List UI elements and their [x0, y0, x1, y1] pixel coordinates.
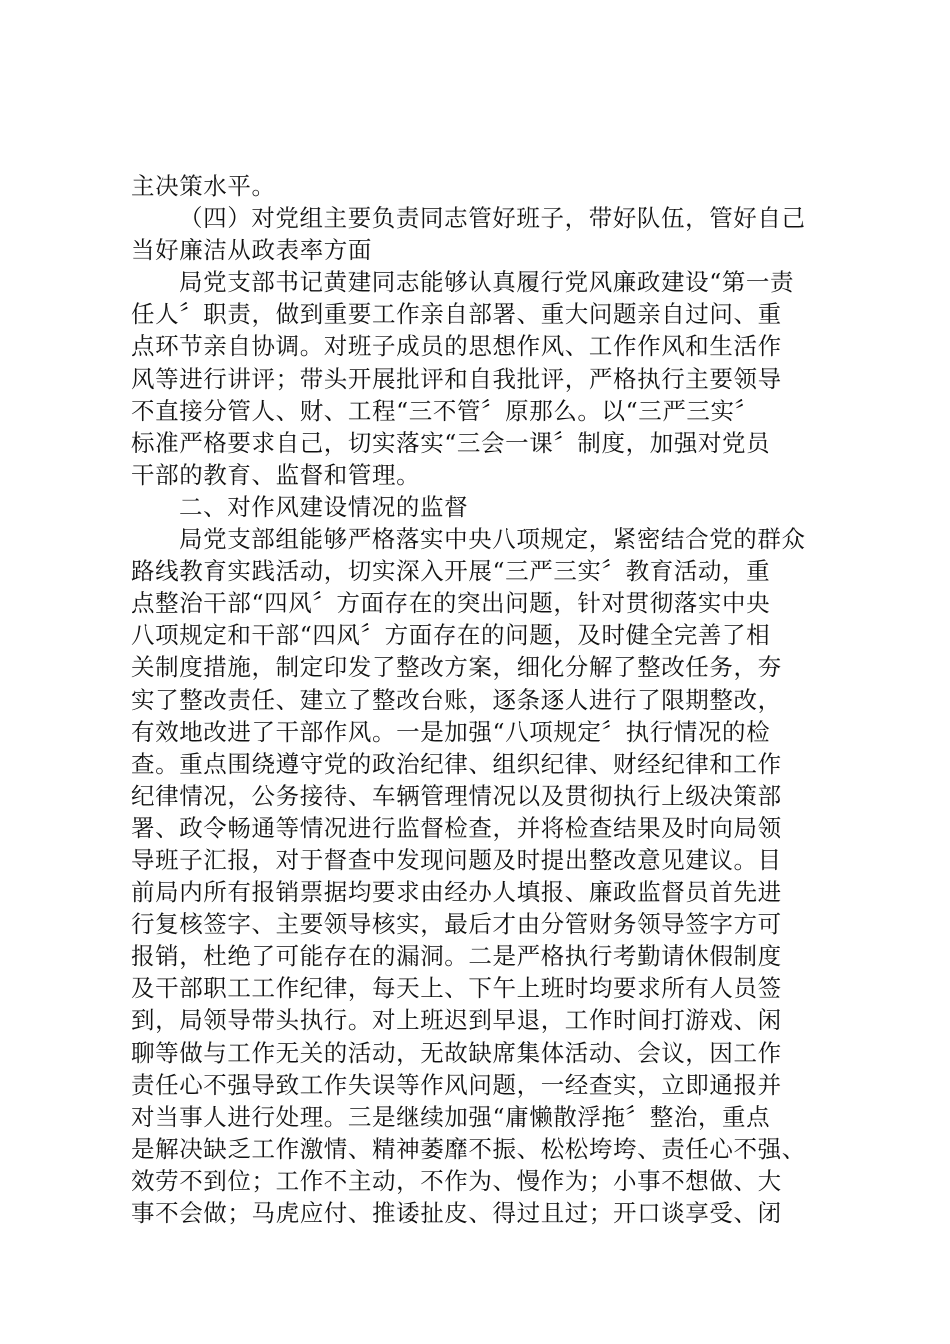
text-line: 主决策水平。: [131, 172, 276, 200]
text-line: 干部的教育、监督和管理。: [131, 460, 421, 489]
text-line: 署、政令畅通等情况进行监督检查，并将检查结果及时向局领: [131, 813, 782, 842]
text-line: 局党支部组能够严格落实中央八项规定，紧密结合党的群众: [179, 525, 806, 554]
text-line: 当好廉洁从政表率方面: [131, 236, 372, 265]
text-line: 路线教育实践活动，切实深入开展“三严三实〞教育活动，重: [131, 557, 771, 586]
text-line: 八项规定和干部“四风〞方面存在的问题，及时健全完善了相: [131, 621, 771, 650]
text-line: 有效地改进了干部作风。一是加强“八项规定〞执行情况的检: [131, 717, 771, 746]
text-line: 查。重点围绕遵守党的政治纪律、组织纪律、财经纪律和工作: [131, 749, 782, 778]
text-line: 风等进行讲评；带头开展批评和自我批评，严格执行主要领导: [131, 364, 782, 393]
text-line: 关制度措施，制定印发了整改方案，细化分解了整改任务，夯: [131, 653, 782, 682]
text-line: 任人〞职责，做到重要工作亲自部署、重大问题亲自过问、重: [131, 300, 782, 329]
text-line: 点整治干部“四风〞方面存在的突出问题，针对贯彻落实中央: [131, 589, 771, 618]
text-line: 导班子汇报，对于督查中发现问题及时提出整改意见建议。目: [131, 845, 782, 874]
text-line: 报销，杜绝了可能存在的漏洞。二是严格执行考勤请休假制度: [131, 942, 782, 971]
text-line: 效劳不到位；工作不主动，不作为、慢作为；小事不想做、大: [131, 1166, 782, 1195]
text-line: 点环节亲自协调。对班子成员的思想作风、工作作风和生活作: [131, 332, 782, 361]
text-line: 是解决缺乏工作激情、精神萎靡不振、松松垮垮、责任心不强、: [131, 1134, 806, 1163]
document-body: [131, 170, 851, 1229]
text-line: 及干部职工工作纪律，每天上、下午上班时均要求所有人员签: [131, 974, 782, 1003]
text-line: 行复核签字、主要领导核实，最后才由分管财务领导签字方可: [131, 910, 782, 939]
text-line: 聊等做与工作无关的活动，无故缺席集体活动、会议，因工作: [131, 1038, 782, 1067]
text-line: 前局内所有报销票据均要求由经办人填报、廉政监督员首先进: [131, 878, 782, 907]
text-line: 责任心不强导致工作失误等作风问题，一经查实，立即通报并: [131, 1070, 782, 1099]
text-line: （四）对党组主要负责同志管好班子，带好队伍，管好自己: [179, 204, 806, 233]
section-heading: 二、对作风建设情况的监督: [179, 492, 469, 521]
text-line: 事不会做；马虎应付、推诿扯皮、得过且过；开口谈享受、闭: [131, 1199, 782, 1227]
text-line: 纪律情况，公务接待、车辆管理情况以及贯彻执行上级决策部: [131, 781, 782, 810]
text-line: 对当事人进行处理。三是继续加强“庸懒散浮拖〞整治，重点: [131, 1102, 771, 1131]
text-line: 实了整改责任、建立了整改台账，逐条逐人进行了限期整改，: [131, 685, 782, 714]
text-line: 标准严格要求自己，切实落实“三会一课〞制度，加强对党员: [131, 428, 771, 457]
text-line: 不直接分管人、财、工程“三不管〞原那么。以“三严三实〞: [131, 396, 759, 425]
text-line: 到，局领导带头执行。对上班迟到早退，工作时间打游戏、闲: [131, 1006, 782, 1035]
text-line: 局党支部书记黄建同志能够认真履行党风廉政建设“第一责: [179, 268, 795, 297]
